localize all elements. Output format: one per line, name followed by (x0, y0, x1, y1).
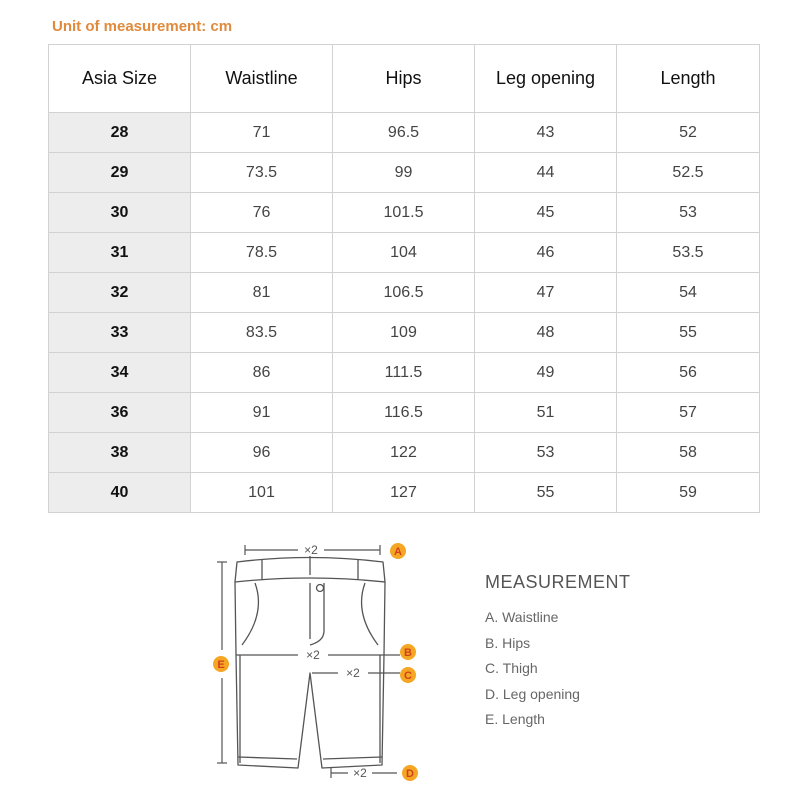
svg-text:A: A (394, 546, 402, 558)
length-cell: 56 (617, 353, 760, 393)
waistline-cell: 91 (191, 393, 333, 433)
marker-d (402, 765, 418, 781)
leg-opening-cell: 55 (475, 473, 617, 513)
leg-opening-cell: 51 (475, 393, 617, 433)
length-cell: 52.5 (617, 153, 760, 193)
size-cell: 31 (49, 233, 191, 273)
hips-cell: 116.5 (333, 393, 475, 433)
leg-opening-cell: 43 (475, 113, 617, 153)
size-cell: 38 (49, 433, 191, 473)
length-cell: 55 (617, 313, 760, 353)
size-cell: 32 (49, 273, 191, 313)
marker-b (400, 644, 416, 660)
shorts-diagram (200, 535, 440, 795)
table-row (49, 393, 760, 433)
hips-cell: 96.5 (333, 113, 475, 153)
hips-multiplier: ×2 (306, 648, 320, 662)
table-row (49, 273, 760, 313)
size-cell: 36 (49, 393, 191, 433)
svg-text:E: E (217, 659, 225, 671)
hips-cell: 106.5 (333, 273, 475, 313)
leg-opening-cell: 49 (475, 353, 617, 393)
waistline-cell: 76 (191, 193, 333, 233)
header-waistline: Waistline (191, 45, 333, 113)
waistline-cell: 71 (191, 113, 333, 153)
size-cell: 30 (49, 193, 191, 233)
leg-opening-multiplier: ×2 (353, 766, 367, 780)
table-row (49, 193, 760, 233)
length-cell: 53 (617, 193, 760, 233)
header-length: Length (617, 45, 760, 113)
table-row (49, 113, 760, 153)
legend-item-waistline: A. Waistline (485, 609, 559, 625)
hips-cell: 109 (333, 313, 475, 353)
marker-c (400, 667, 416, 683)
waistline-cell: 83.5 (191, 313, 333, 353)
leg-opening-cell: 44 (475, 153, 617, 193)
length-cell: 59 (617, 473, 760, 513)
table-row (49, 233, 760, 273)
waistline-multiplier: ×2 (304, 543, 318, 557)
marker-a (390, 543, 406, 559)
leg-opening-cell: 53 (475, 433, 617, 473)
thigh-multiplier: ×2 (346, 666, 360, 680)
length-cell: 57 (617, 393, 760, 433)
waistline-cell: 86 (191, 353, 333, 393)
table-row (49, 313, 760, 353)
legend-item-leg-opening: D. Leg opening (485, 685, 580, 702)
length-cell: 53.5 (617, 233, 760, 273)
length-cell: 58 (617, 433, 760, 473)
waistline-cell: 96 (191, 433, 333, 473)
table-row (49, 153, 760, 193)
legend-title: MEASUREMENT (485, 572, 631, 592)
leg-opening-cell: 48 (475, 313, 617, 353)
leg-opening-cell: 46 (475, 233, 617, 273)
leg-opening-cell: 45 (475, 193, 617, 233)
svg-text:B: B (404, 647, 412, 659)
table-header-row (49, 45, 760, 113)
header-asia-size: Asia Size (49, 45, 191, 113)
legend-item-length: E. Length (485, 711, 545, 727)
size-cell: 28 (49, 113, 191, 153)
hips-cell: 111.5 (333, 353, 475, 393)
waistline-cell: 73.5 (191, 153, 333, 193)
hips-cell: 122 (333, 433, 475, 473)
hips-cell: 127 (333, 473, 475, 513)
header-leg-opening: Leg opening (475, 45, 617, 113)
legend-item-hips: B. Hips (485, 634, 531, 651)
waistline-cell: 81 (191, 273, 333, 313)
hips-cell: 104 (333, 233, 475, 273)
size-cell: 40 (49, 473, 191, 513)
waistline-cell: 78.5 (191, 233, 333, 273)
hips-cell: 101.5 (333, 193, 475, 233)
table-row (49, 433, 760, 473)
legend-item-thigh: C. Thigh (485, 660, 538, 676)
length-cell: 54 (617, 273, 760, 313)
table-row (49, 473, 760, 513)
unit-note: Unit of measurement: cm (52, 18, 233, 35)
length-cell: 52 (617, 113, 760, 153)
svg-text:D: D (406, 768, 414, 780)
size-cell: 29 (49, 153, 191, 193)
size-cell: 33 (49, 313, 191, 353)
header-hips: Hips (333, 45, 475, 113)
marker-e (213, 656, 229, 672)
table-row (49, 353, 760, 393)
leg-opening-cell: 47 (475, 273, 617, 313)
measurement-legend (485, 572, 631, 737)
waistline-cell: 101 (191, 473, 333, 513)
hips-cell: 99 (333, 153, 475, 193)
svg-text:C: C (404, 670, 412, 682)
size-table (48, 44, 760, 513)
size-cell: 34 (49, 353, 191, 393)
